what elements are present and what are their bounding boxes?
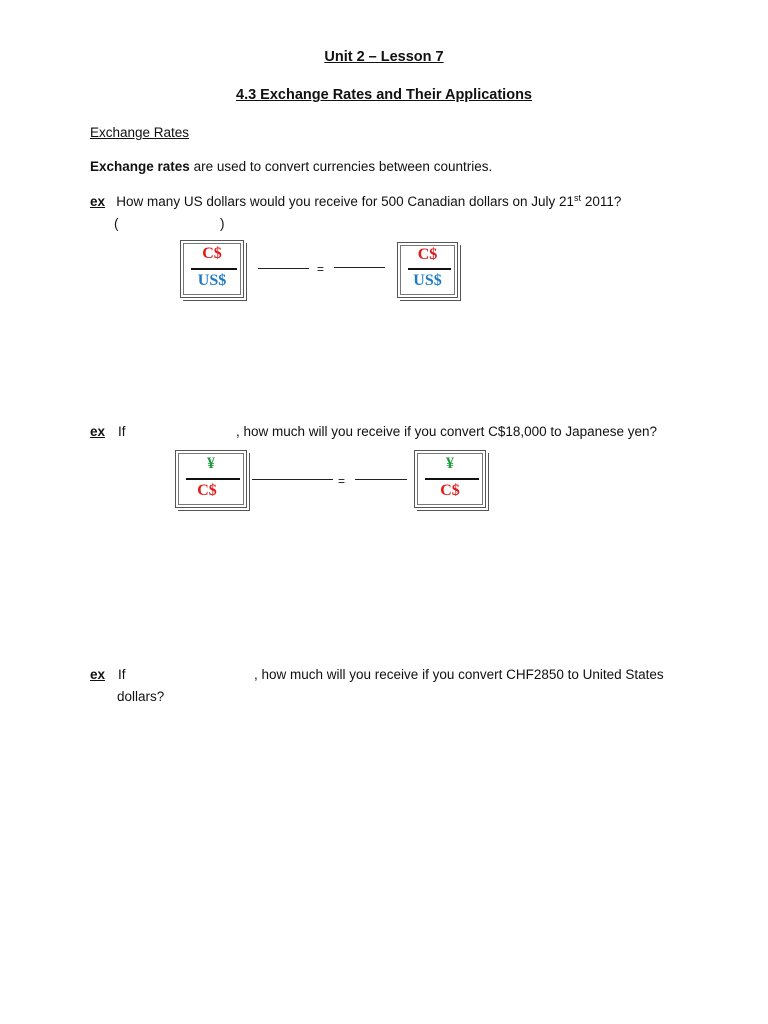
example-1-text-end: 2011?	[581, 194, 622, 209]
example-3-text-line2: dollars?	[117, 689, 165, 704]
example-2-equals: =	[338, 474, 346, 488]
example-3-question	[90, 667, 105, 682]
cad-symbol: C$	[202, 245, 222, 262]
yen-symbol: ¥	[446, 455, 454, 472]
example-2-if: If	[118, 424, 126, 439]
section-heading: Exchange Rates	[90, 125, 190, 140]
usd-symbol: US$	[413, 272, 442, 289]
yen-symbol: ¥	[207, 455, 215, 472]
example-2-text: , how much will you receive if you convert C$18,000 to Japanese yen?	[236, 424, 657, 439]
cad-symbol: C$	[417, 246, 438, 263]
example-2-blank-right	[355, 479, 407, 480]
example-1-blank-left	[258, 268, 309, 269]
example-3-text: , how much will you receive if you convert CHF2850 to United States	[254, 667, 664, 682]
cad-symbol: C$	[197, 482, 217, 499]
intro-rest: are used to convert currencies between countries.	[189, 159, 493, 174]
example-2-question	[90, 424, 105, 439]
example-1-equals: =	[317, 262, 325, 276]
example-1-text: How many US dollars would you receive for 500 Canadian dollars on July 21	[116, 194, 575, 209]
example-1-left-fraction	[180, 240, 244, 298]
lesson-title: 4.3 Exchange Rates and Their Applications	[236, 87, 532, 103]
example-1-question	[90, 194, 621, 209]
example-3-label: ex	[90, 667, 106, 682]
example-2-blank-left	[252, 479, 333, 480]
example-1-paren-close: )	[220, 216, 225, 231]
intro-sentence	[90, 159, 492, 174]
example-1-right-fraction	[397, 242, 458, 298]
cad-symbol: C$	[440, 482, 460, 499]
example-2-label: ex	[90, 424, 106, 439]
example-3-if: If	[118, 667, 126, 682]
example-2-left-fraction	[175, 450, 247, 508]
usd-symbol: US$	[197, 272, 227, 289]
example-1-label: ex	[90, 194, 106, 209]
example-1-paren-open: (	[114, 216, 119, 231]
example-2-right-fraction	[414, 450, 486, 508]
unit-title: Unit 2 – Lesson 7	[324, 49, 444, 65]
example-1-blank-right	[334, 267, 385, 268]
example-1-sup: st	[574, 193, 582, 203]
intro-bold-term: Exchange rates	[90, 159, 190, 174]
